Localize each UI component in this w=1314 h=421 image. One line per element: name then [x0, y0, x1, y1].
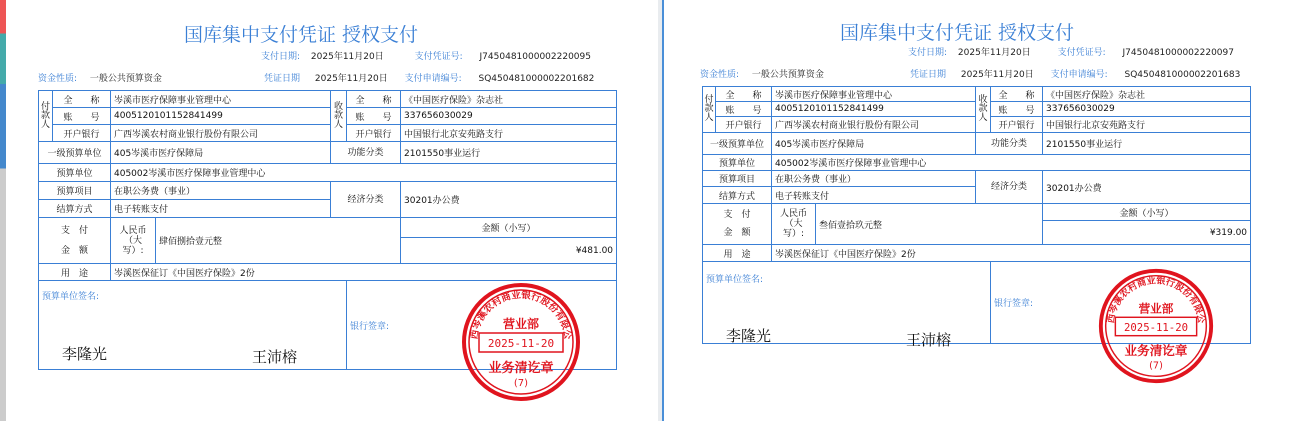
seal-number: (7): [1149, 360, 1163, 372]
bank-sign-label: 银行签章:: [350, 321, 390, 332]
payer-name-value: 岑溪市医疗保障事业管理中心: [772, 87, 976, 102]
rmb-upper-label: 人民币（大写）:: [111, 218, 156, 264]
payee-group-label: 收款人: [976, 87, 991, 133]
pay-amount-label: [703, 204, 772, 245]
seal-ring-text: 西岑溪农村商业银行股份有限公: [1105, 275, 1207, 325]
payee-bank-value: 中国银行北京安苑路支行: [401, 125, 617, 142]
payee-name-label: 全 称: [347, 91, 401, 108]
pay-amount-label-2: 金 额: [60, 245, 88, 256]
voucher-no-label: 支付凭证号:: [1057, 48, 1106, 58]
function-class-value: 2101550事业运行: [401, 142, 617, 164]
voucher-date-value: 2025年11月20日: [314, 74, 388, 84]
econ-class-label: 经济分类: [331, 182, 401, 218]
seal-top-text: 营业部: [502, 317, 540, 331]
payer-bank-value: 广西岑溪农村商业银行股份有限公司: [772, 117, 976, 133]
budget-unit-value: 405002岑溪市医疗保障事业管理中心: [772, 155, 1251, 171]
signer-1: 李隆光: [726, 327, 772, 345]
payer-name-value: 岑溪市医疗保障事业管理中心: [111, 91, 331, 108]
payee-account-label: 账 号: [991, 102, 1043, 117]
pay-date-line: [261, 49, 591, 62]
settle-method-value: 电子转账支付: [111, 200, 331, 218]
amount-lower-value: ¥481.00: [401, 238, 617, 264]
payee-bank-value: 中国银行北京安苑路支行: [1043, 117, 1251, 133]
payer-bank-label: 开户银行: [716, 117, 772, 133]
voucher-date-label: 凭证日期: [910, 70, 947, 80]
amount-upper-value: 肆佰捌拾壹元整: [156, 218, 401, 264]
payee-account-label: 账 号: [347, 108, 401, 125]
payer-group-label: 付款人: [703, 87, 716, 133]
pay-date-line: [908, 45, 1234, 58]
rmb-upper-label: 人民币（大写）:: [772, 204, 816, 245]
fund-nature-line: [38, 71, 162, 84]
settle-method-label: 结算方式: [39, 200, 111, 218]
budget-unit-label: 预算单位: [39, 164, 111, 182]
apply-no-label: 支付申请编号:: [404, 74, 462, 84]
payee-name-label: 全 称: [991, 87, 1043, 102]
voucher-no-value: J7450481000002220097: [1122, 48, 1234, 58]
voucher-date-label: 凭证日期: [264, 74, 301, 84]
voucher-title: 国库集中支付凭证 授权支付: [840, 22, 1075, 44]
voucher-date-line: [264, 71, 594, 84]
payee-name-value: 《中国医疗保险》杂志社: [1043, 87, 1251, 102]
settle-method-label: 结算方式: [703, 187, 772, 204]
fund-nature-line: [700, 67, 824, 80]
payee-account-value: 337656030029: [401, 108, 617, 125]
amount-lower-label: 金额（小写）: [1043, 204, 1251, 221]
usage-value: 岑溪医保征订《中国医疗保险》2份: [772, 245, 1251, 262]
budget-unit-value: 405002岑溪市医疗保障事业管理中心: [111, 164, 617, 182]
usage-label: 用 途: [39, 264, 111, 281]
apply-no-value: SQ450481000002201682: [478, 74, 595, 84]
bank-seal: [459, 280, 583, 404]
payee-name-value: 《中国医疗保险》杂志社: [401, 91, 617, 108]
payee-group-label: 收款人: [331, 91, 347, 142]
voucher-date-value: 2025年11月20日: [960, 70, 1034, 80]
seal-ring-text: 西岑溪农村商业银行股份有限公: [468, 289, 574, 341]
level1-unit-label: 一级预算单位: [703, 133, 772, 155]
payer-account-label: 账 号: [53, 108, 111, 125]
payer-account-label: 账 号: [716, 102, 772, 117]
voucher-title: 国库集中支付凭证 授权支付: [184, 24, 419, 46]
function-class-label: 功能分类: [976, 133, 1043, 155]
fund-nature-label: 资金性质:: [700, 70, 740, 80]
voucher-no-value: J7450481000002220095: [479, 52, 591, 62]
seal-top-text: 营业部: [1138, 301, 1174, 316]
pay-date-label: 支付日期:: [908, 48, 948, 58]
budget-item-value: 在职公务费（事业）: [772, 171, 976, 187]
apply-no-label: 支付申请编号:: [1050, 70, 1108, 80]
seal-number: (7): [513, 378, 529, 389]
payer-name-label: 全 称: [716, 87, 772, 102]
pay-amount-label-2: 金 额: [723, 228, 751, 238]
payee-bank-label: 开户银行: [347, 125, 401, 142]
payer-bank-label: 开户银行: [53, 125, 111, 142]
settle-method-value: 电子转账支付: [772, 187, 976, 204]
voucher-date-line: [910, 67, 1240, 80]
apply-no-value: SQ450481000002201683: [1124, 70, 1241, 80]
payer-name-label: 全 称: [53, 91, 111, 108]
voucher-page-2: [662, 0, 1314, 421]
seal-date: 2025-11-20: [487, 337, 555, 350]
pay-date-value: 2025年11月20日: [310, 52, 384, 62]
seal-date: 2025-11-20: [1124, 320, 1188, 334]
unit-sign-label: 预算单位签名:: [706, 275, 764, 285]
budget-item-value: 在职公务费（事业）: [111, 182, 331, 200]
function-class-value: 2101550事业运行: [1043, 133, 1251, 155]
amount-lower-label: 金额（小写）: [401, 218, 617, 238]
payee-bank-label: 开户银行: [991, 117, 1043, 133]
budget-unit-label: 预算单位: [703, 155, 772, 171]
payer-group-label: 付款人: [39, 91, 53, 142]
budget-item-label: 预算项目: [703, 171, 772, 187]
budget-item-label: 预算项目: [39, 182, 111, 200]
pay-amount-label: [39, 218, 111, 264]
voucher-page-1: [6, 0, 658, 421]
signer-1: 李隆光: [62, 345, 108, 363]
payer-account-value: 4005120101152841499: [111, 108, 331, 125]
pay-date-value: 2025年11月20日: [957, 48, 1031, 58]
fund-nature-value: 一般公共预算资金: [89, 74, 162, 84]
pay-date-label: 支付日期:: [261, 52, 301, 62]
econ-class-label: 经济分类: [976, 171, 1043, 204]
seal-bottom-text: 业务清讫章: [488, 361, 554, 376]
bank-seal: [1096, 266, 1216, 386]
usage-label: 用 途: [703, 245, 772, 262]
function-class-label: 功能分类: [331, 142, 401, 164]
payer-account-value: 4005120101152841499: [772, 102, 976, 117]
pay-amount-label-1: 支 付: [60, 225, 88, 236]
payee-account-value: 337656030029: [1043, 102, 1251, 117]
payer-bank-value: 广西岑溪农村商业银行股份有限公司: [111, 125, 331, 142]
level1-unit-value: 405岑溪市医疗保障局: [111, 142, 331, 164]
fund-nature-value: 一般公共预算资金: [751, 70, 824, 80]
level1-unit-value: 405岑溪市医疗保障局: [772, 133, 976, 155]
unit-sign-label: 预算单位签名:: [42, 292, 100, 302]
econ-class-value: 30201办公费: [401, 182, 617, 218]
amount-upper-value: 叁佰壹拾玖元整: [816, 204, 1043, 245]
seal-bottom-text: 业务清讫章: [1124, 343, 1188, 359]
amount-lower-value: ¥319.00: [1043, 221, 1251, 245]
pay-amount-label-1: 支 付: [723, 210, 751, 220]
fund-nature-label: 资金性质:: [38, 74, 78, 84]
signer-2: 王沛榕: [252, 348, 298, 366]
signer-2: 王沛榕: [906, 331, 952, 349]
usage-value: 岑溪医保征订《中国医疗保险》2份: [111, 264, 617, 281]
bank-sign-label: 银行签章:: [994, 299, 1034, 309]
voucher-no-label: 支付凭证号:: [414, 52, 463, 62]
econ-class-value: 30201办公费: [1043, 171, 1251, 204]
level1-unit-label: 一级预算单位: [39, 142, 111, 164]
